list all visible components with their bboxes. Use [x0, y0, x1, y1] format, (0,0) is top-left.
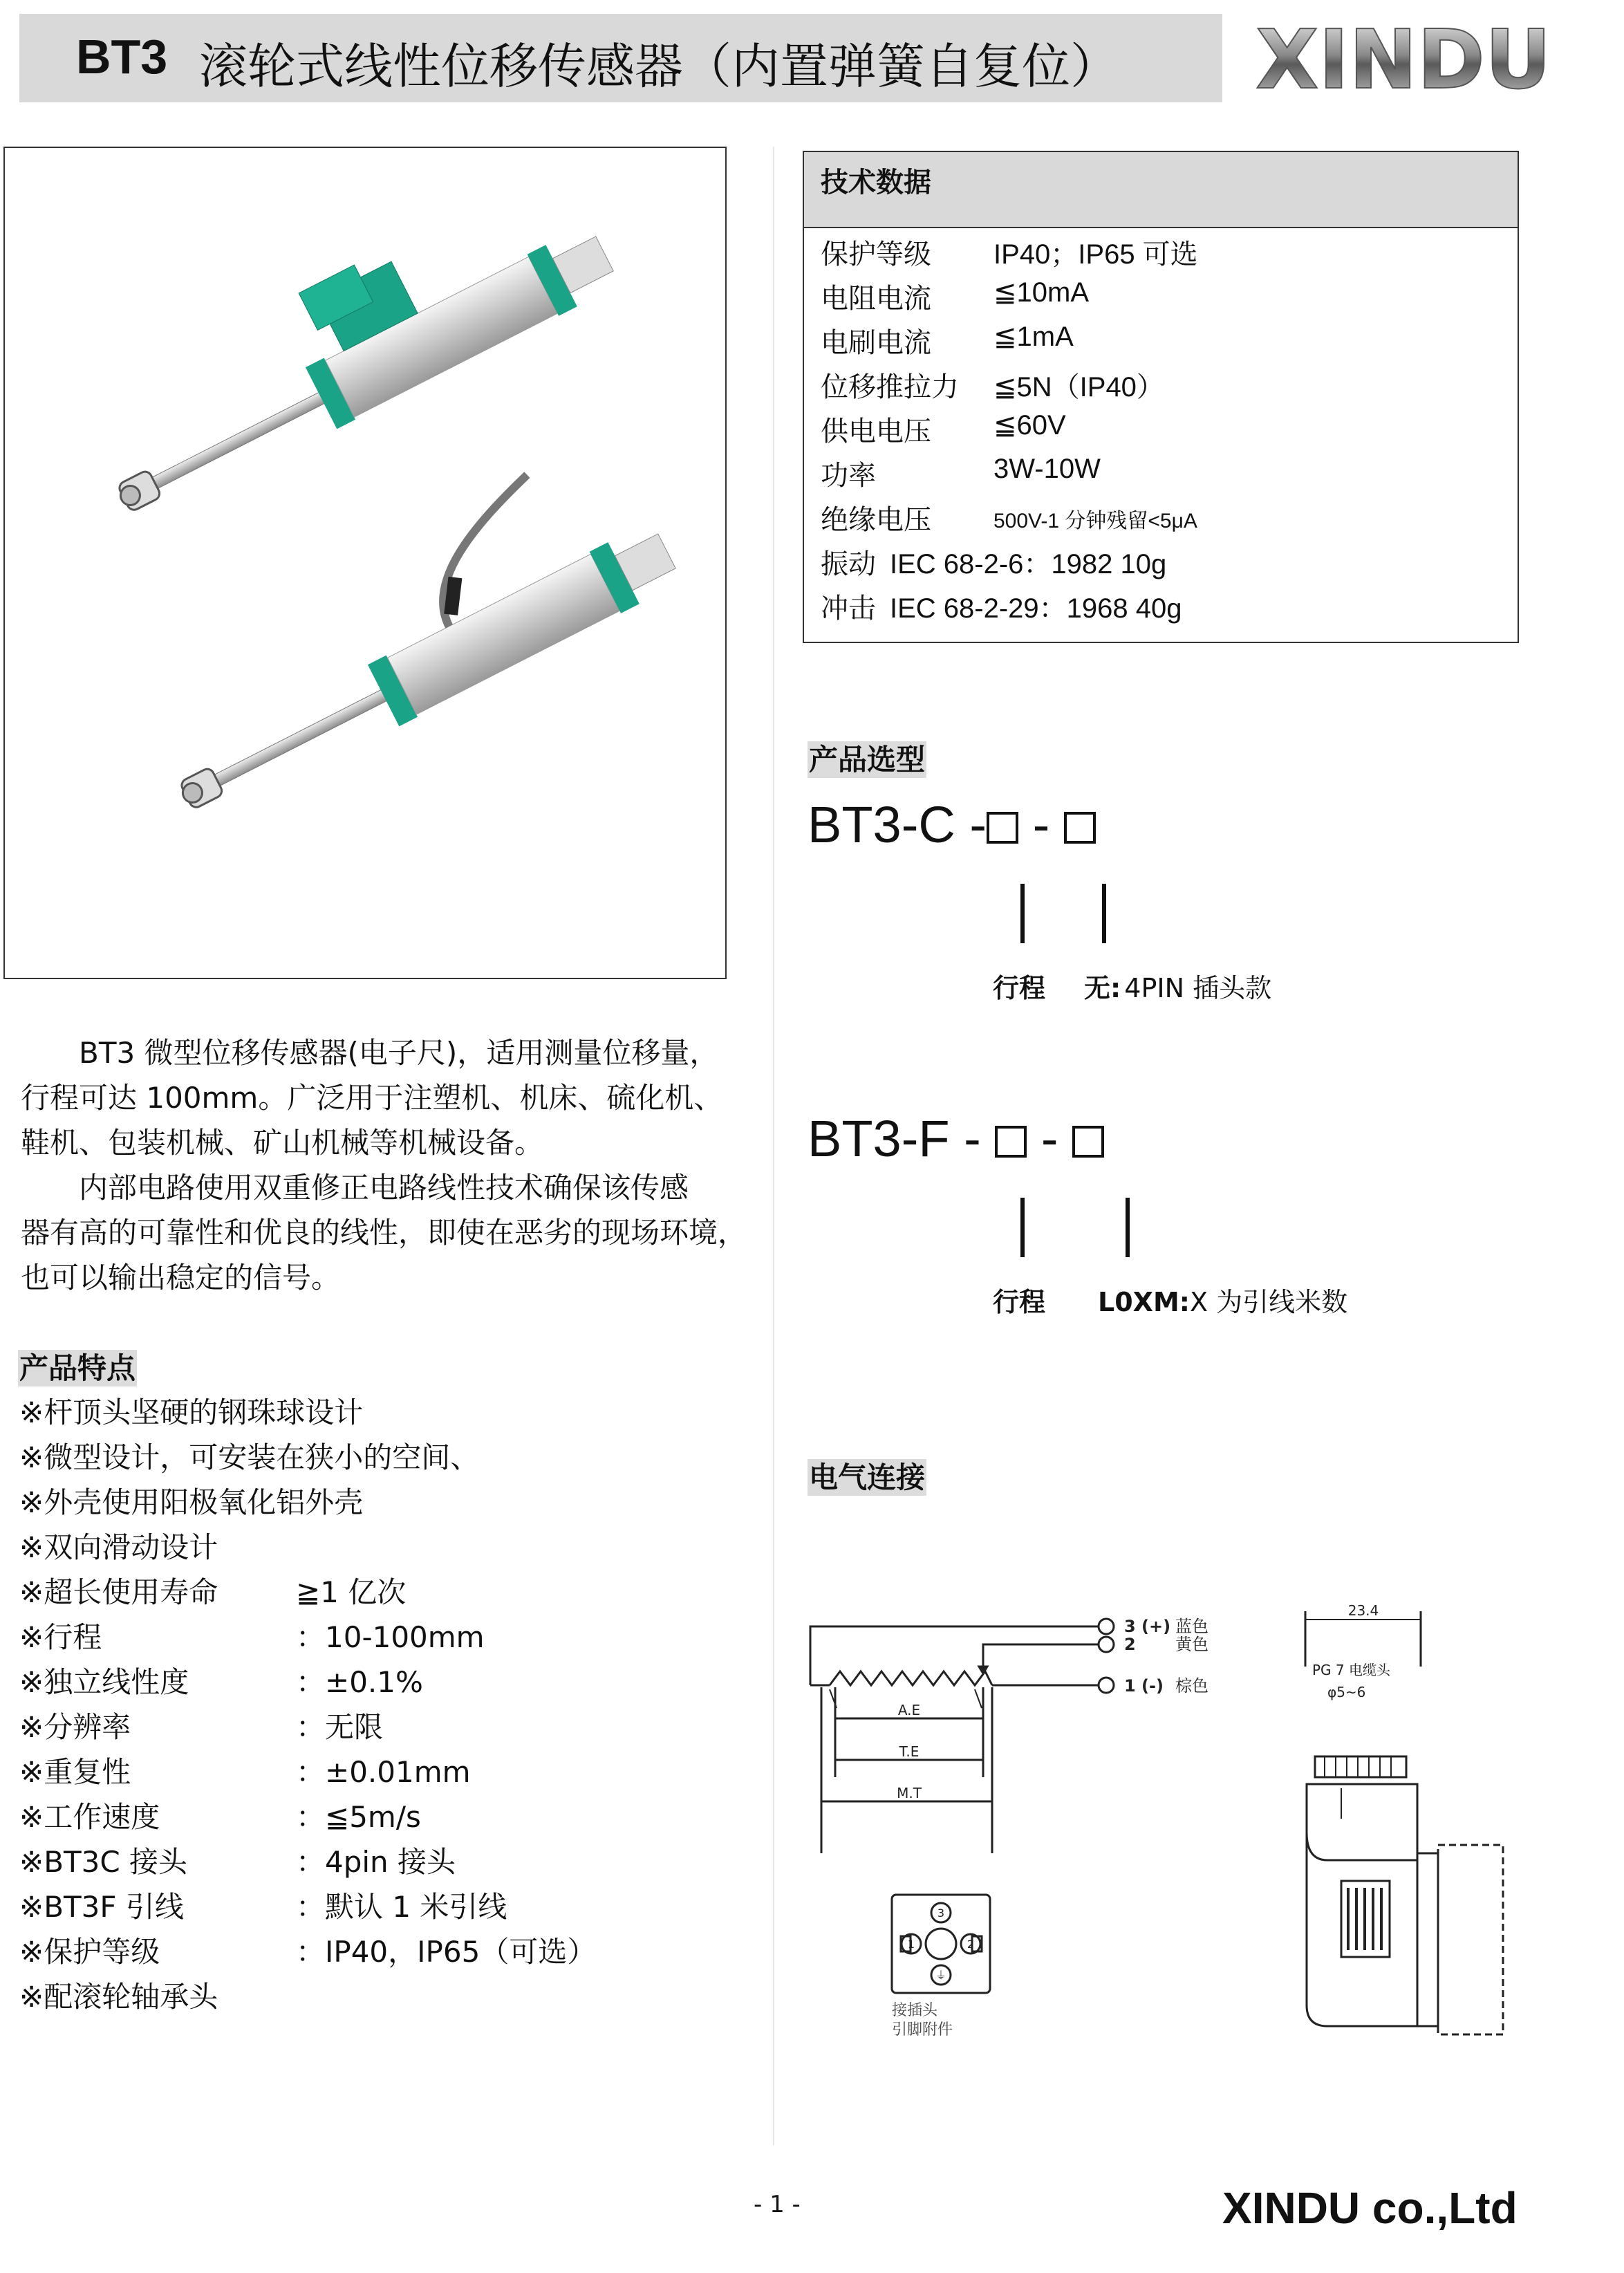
features-list [19, 1390, 752, 2019]
selection-section [808, 737, 926, 779]
feature-item [19, 1750, 752, 1794]
sensor-1 [75, 161, 620, 530]
feature-label: ※微型设计，可安装在狭小的空间、 [19, 1440, 480, 1474]
page-number: - 1 - [754, 2191, 801, 2218]
description [21, 1030, 767, 1300]
model-code-f: BT3-F - - [808, 1109, 1104, 1168]
tech-row [821, 409, 1066, 449]
desc-para-2: 内部电路使用双重修正电路线性技术确保该传感 器有高的可靠性和优良的线性，即使在恶劣的现场环境， 也可以输出稳定的信号。 [21, 1171, 747, 1295]
company-name: XINDU co.,Ltd [1222, 2183, 1518, 2233]
pin-2-label: 2 [967, 1938, 975, 1951]
svg-text:XINDU: XINDU [1256, 12, 1551, 107]
column-divider [773, 147, 774, 2145]
tech-row [821, 277, 1090, 316]
tech-label: 电刷电流 [821, 327, 931, 359]
tech-row [821, 365, 1164, 405]
feature-value: ：4pin 接头 [296, 1845, 456, 1879]
feature-label: ※独立线性度 [19, 1665, 189, 1699]
feature-item [19, 1884, 752, 1929]
tech-row [821, 542, 1167, 582]
feature-label: ※重复性 [19, 1755, 131, 1789]
tech-row [821, 232, 1198, 272]
terminal-3-color: 蓝色 [1175, 1617, 1208, 1636]
feature-value: ：默认 1 米引线 [296, 1890, 507, 1924]
feature-label: ※BT3F 引线 [19, 1890, 184, 1924]
terminal-1-color: 棕色 [1175, 1676, 1208, 1696]
feature-item [19, 1705, 752, 1750]
tech-row [821, 586, 1182, 626]
pin-caption-2: 引脚附件 [892, 2021, 953, 2039]
tech-row [821, 454, 1101, 493]
feature-item [19, 1974, 752, 2019]
feature-item [19, 1525, 752, 1570]
option-stroke-label: 行程 [993, 1287, 1046, 1317]
feature-value: ：无限 [296, 1710, 384, 1744]
features-title: 产品特点 [19, 1351, 136, 1385]
tech-data-title: 技术数据 [821, 167, 931, 198]
tech-value: IEC 68-2-6：1982 10g [890, 549, 1167, 579]
tech-label: 位移推拉力 [821, 371, 959, 403]
option-box-icon [1064, 812, 1096, 844]
feature-item [19, 1660, 752, 1705]
tech-value: ≦60V [993, 410, 1066, 440]
pointer-line [1020, 1198, 1025, 1257]
feature-label: ※工作速度 [19, 1800, 160, 1834]
feature-item [19, 1615, 752, 1660]
terminal-1: 1 (-) [1124, 1676, 1164, 1696]
connector-diameter: φ5~6 [1327, 1684, 1366, 1700]
feature-label: ※超长使用寿命 [19, 1575, 218, 1609]
feature-label: ※杆顶头坚硬的钢珠球设计 [19, 1395, 364, 1429]
feature-value: ：IP40，IP65（可选） [296, 1935, 597, 1969]
terminal-2: 2 [1124, 1635, 1136, 1654]
feature-item [19, 1794, 752, 1839]
tech-label: 冲击 [821, 593, 876, 624]
feature-value: ：≦5m/s [296, 1800, 421, 1834]
feature-item [19, 1929, 752, 1974]
tech-label: 保护等级 [821, 239, 931, 270]
option-box-icon [995, 1126, 1027, 1158]
tech-value: ≦1mA [993, 322, 1074, 352]
page-title: 滚轮式线性位移传感器（内置弹簧自复位） [199, 38, 1119, 95]
feature-item [19, 1839, 752, 1884]
feature-value: ：±0.01mm [296, 1755, 471, 1789]
pin-1-label: 1 [907, 1938, 915, 1951]
xindu-logo [1255, 10, 1552, 107]
tech-value: 500V-1 分钟残留<5μA [993, 510, 1197, 532]
feature-value: ：10-100mm [296, 1620, 485, 1654]
tech-data-header [804, 152, 1518, 228]
tech-label: 供电电压 [821, 416, 931, 447]
feature-label: ※分辨率 [19, 1710, 131, 1744]
feature-label: ※行程 [19, 1620, 102, 1654]
feature-label: ※双向滑动设计 [19, 1530, 218, 1564]
feature-item [19, 1570, 752, 1615]
feature-label: ※BT3C 接头 [19, 1845, 188, 1879]
tech-value: 3W-10W [993, 454, 1101, 484]
tech-label: 绝缘电压 [821, 504, 931, 536]
electrical-section [808, 1455, 926, 1496]
tech-row [821, 321, 1074, 360]
sensor-2 [124, 434, 683, 828]
tech-label: 电阻电流 [821, 283, 931, 315]
option-box-icon [987, 812, 1018, 844]
connector-cable-label: PG 7 电缆头 [1312, 1662, 1390, 1678]
wiring-diagram [802, 1584, 1535, 2068]
feature-value: ≧1 亿次 [296, 1575, 407, 1609]
dim-ae: A.E [897, 1702, 921, 1718]
terminal-2-color: 黄色 [1175, 1635, 1208, 1654]
dim-te: T.E [899, 1743, 920, 1760]
desc-para-1: BT3 微型位移传感器(电子尺)，适用测量位移量， 行程可达 100mm。广泛用于注塑机、机床、硫化机、 鞋机、包装机械、矿山机械等机械设备。 [21, 1036, 723, 1160]
feature-label: ※外壳使用阳极氧化铝外壳 [19, 1485, 364, 1519]
title-model: BT3 [76, 30, 168, 84]
tech-value: ≦5N（IP40） [993, 372, 1164, 402]
features-section [18, 1346, 137, 1387]
tech-data-table [803, 151, 1519, 643]
connector-width: 23.4 [1347, 1602, 1379, 1619]
feature-item [19, 1390, 752, 1435]
electrical-title: 电气连接 [809, 1460, 926, 1494]
pointer-line [1020, 884, 1025, 943]
tech-value: IP40；IP65 可选 [993, 239, 1198, 270]
tech-label: 振动 [821, 548, 876, 580]
pointer-line [1126, 1198, 1130, 1257]
feature-label: ※保护等级 [19, 1935, 160, 1969]
feature-item [19, 1435, 752, 1480]
tech-row [821, 498, 1197, 537]
dim-mt: M.T [897, 1785, 922, 1801]
pin-ground-label: ⏚ [935, 1969, 947, 1982]
option-connector: 无: 4PIN 插头款 [1084, 973, 1272, 1003]
pin-3-label: 3 [937, 1906, 945, 1920]
model-code-c: BT3-C - - [808, 795, 1096, 854]
feature-value: ：±0.1% [296, 1665, 423, 1699]
selection-title: 产品选型 [809, 743, 926, 777]
pointer-line [1102, 884, 1106, 943]
tech-value: IEC 68-2-29：1968 40g [890, 593, 1182, 624]
sensor-illustration [5, 148, 725, 978]
tech-label: 功率 [821, 460, 876, 492]
feature-label: ※配滚轮轴承头 [19, 1980, 218, 2014]
pin-caption-1: 接插头 [892, 2002, 938, 2019]
tech-value: ≦10mA [993, 277, 1090, 308]
option-lead: L0XM:X 为引线米数 [1098, 1287, 1348, 1317]
product-photo [3, 147, 727, 979]
feature-item [19, 1480, 752, 1525]
terminal-3: 3 (+) [1124, 1617, 1171, 1636]
option-box-icon [1072, 1126, 1104, 1158]
option-stroke-label: 行程 [993, 973, 1046, 1003]
